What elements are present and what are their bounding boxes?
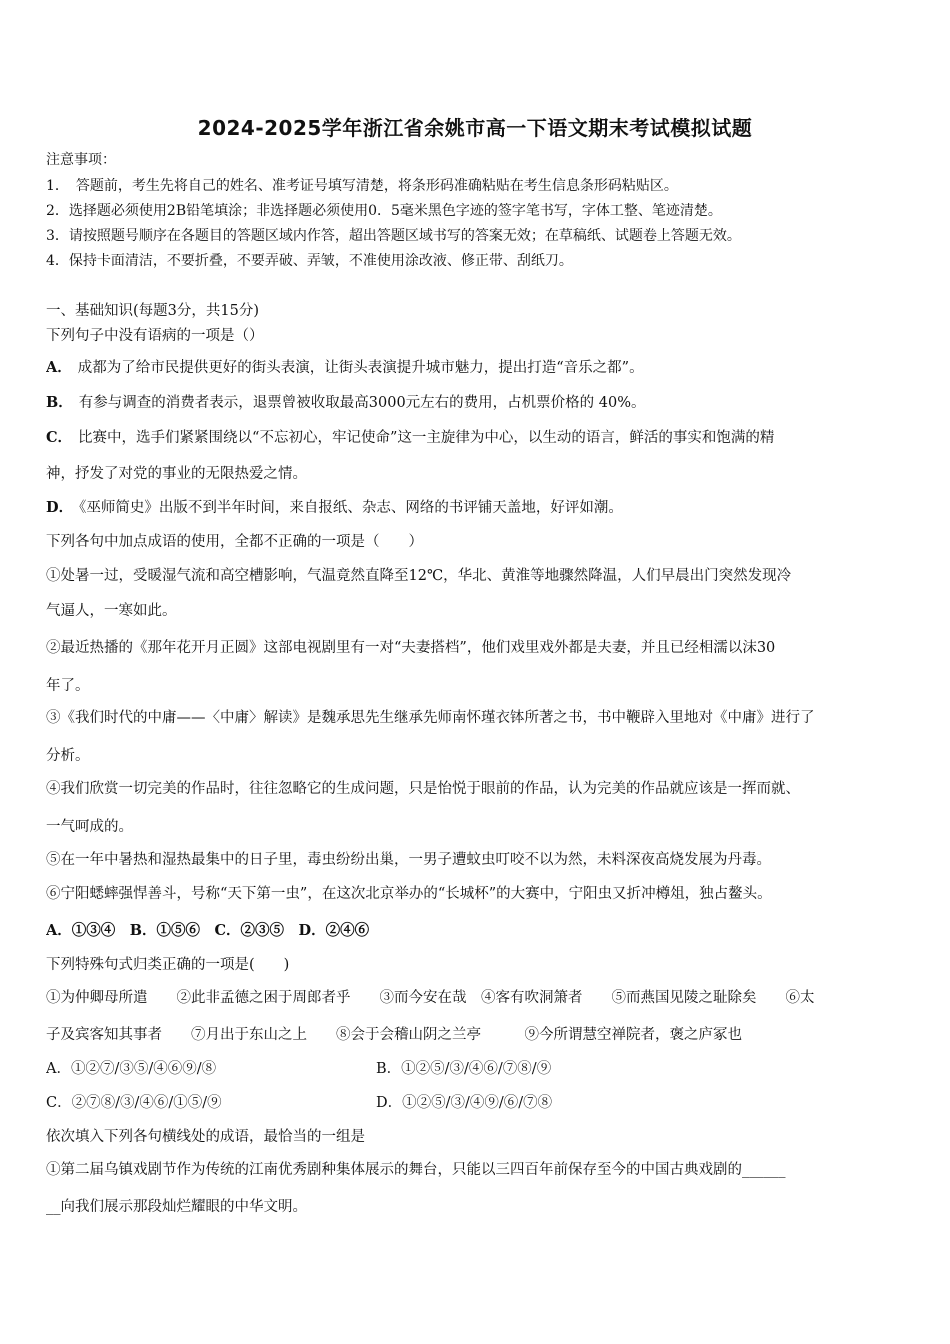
sentence-1: ①处暑一过，受暖湿气流和高空槽影响，气温竟然直降至12℃，华北、黄淮等地骤然降温，人们早晨出门突然发现冷: [46, 568, 792, 584]
sentence-6: ⑥宁阳蟋蟀强悍善斗，号称“天下第一虫”，在这次北京举办的“长城杯”的大赛中，宁阳虫又折冲樽俎，独占鳌头。: [46, 886, 772, 902]
sentence-1-continued: 气逼人，一寒如此。: [46, 603, 177, 619]
sentence-list: ①为仲卿母所遣 ②此非孟德之困于周郎者乎 ③而今安在哉 ④客有吹洞箫者 ⑤而燕国见陵之耻除矣 ⑥太: [46, 990, 815, 1006]
sentence-3-continued: 分析。: [46, 748, 90, 764]
option-b: B．①②⑤/③/④⑥/⑦⑧/⑨: [376, 1061, 552, 1077]
sentence-4: ④我们欣赏一切完美的作品时，往往忽略它的生成问题，只是怡悦于眼前的作品，认为完美的作品就应该是一挥而就、: [46, 781, 800, 797]
notice-item-2: 2．选择题必须使用2B铅笔填涂；非选择题必须使用0．5毫米黑色字迹的签字笔书写，字体工整、笔迹清楚。: [46, 203, 722, 219]
sentence-3: ③《我们时代的中庸——〈中庸〉解读》是魏承思先生继承先师南怀瑾衣钵所著之书，书中鞭辟入里地对《中庸》进行了: [46, 710, 815, 726]
option-a: A．①②⑦/③⑤/④⑥⑨/⑧: [46, 1061, 217, 1077]
section-heading: 一、基础知识(每题3分，共15分): [46, 303, 259, 319]
sentence-1-continued: __向我们展示那段灿烂耀眼的中华文明。: [46, 1199, 307, 1215]
question-stem: 依次填入下列各句横线处的成语，最恰当的一组是: [46, 1129, 365, 1145]
notice-heading: 注意事项：: [46, 152, 116, 168]
sentence-4-continued: 一气呵成的。: [46, 819, 133, 835]
question-stem: 下列句子中没有语病的一项是（）: [46, 328, 264, 344]
sentence-2: ②最近热播的《那年花开月正圆》这部电视剧里有一对“夫妻搭档”，他们戏里戏外都是夫妻，并且已经相濡以沫30: [46, 640, 776, 656]
notice-item-1: 1． 答题前，考生先将自己的姓名、准考证号填写清楚，将条形码准确粘贴在考生信息条形码粘贴区。: [46, 178, 678, 194]
option-c: C．②⑦⑧/③/④⑥/①⑤/⑨: [46, 1095, 222, 1111]
option-d: D． 《巫师简史》出版不到半年时间，来自报纸、杂志、网络的书评铺天盖地，好评如潮。: [46, 499, 623, 516]
option-c-continued: 神，抒发了对党的事业的无限热爱之情。: [46, 466, 307, 482]
question-stem: 下列特殊句式归类正确的一项是( ): [46, 957, 290, 973]
notice-item-3: 3．请按照题号顺序在各题目的答题区域内作答，超出答题区域书写的答案无效；在草稿纸、试题卷上答题无效。: [46, 228, 741, 244]
document-title: 2024-2025学年浙江省余姚市高一下语文期末考试模拟试题: [197, 116, 753, 140]
option-d: D．①②⑤/③/④⑨/⑥/⑦⑧: [376, 1095, 553, 1111]
sentence-list-continued: 子及宾客知其事者 ⑦月出于东山之上 ⑧会于会稽山阴之兰亭 ⑨今所谓慧空禅院者，褒之庐冢也: [46, 1027, 742, 1043]
answer-options: A．①③④ B．①⑤⑥ C．②③⑤ D．②④⑥: [46, 922, 370, 939]
sentence-1: ①第二届乌镇戏剧节作为传统的江南优秀剧种集体展示的舞台，只能以三四百年前保存至今的中国古典戏剧的______: [46, 1162, 786, 1178]
options-row-2: [46, 1093, 914, 1113]
notice-item-4: 4．保持卡面清洁，不要折叠，不要弄破、弄皱，不准使用涂改液、修正带、刮纸刀。: [46, 253, 573, 269]
option-a: A． 成都为了给市民提供更好的街头表演，让街头表演提升城市魅力，提出打造“音乐之都”。: [46, 359, 644, 376]
sentence-2-continued: 年了。: [46, 678, 90, 694]
options-row-1: [46, 1059, 914, 1079]
sentence-5: ⑤在一年中暑热和湿热最集中的日子里，毒虫纷纷出巢，一男子遭蚊虫叮咬不以为然，未料深夜高烧发展为丹毒。: [46, 852, 771, 868]
question-stem: 下列各句中加点成语的使用，全都不正确的一项是（ ）: [46, 534, 423, 550]
option-b: B． 有参与调查的消费者表示，退票曾被收取最高3000元左右的费用，占机票价格的 40%。: [46, 394, 646, 411]
option-c: C． 比赛中，选手们紧紧围绕以“不忘初心，牢记使命”这一主旋律为中心，以生动的语言，鲜活的事实和饱满的精: [46, 429, 775, 446]
